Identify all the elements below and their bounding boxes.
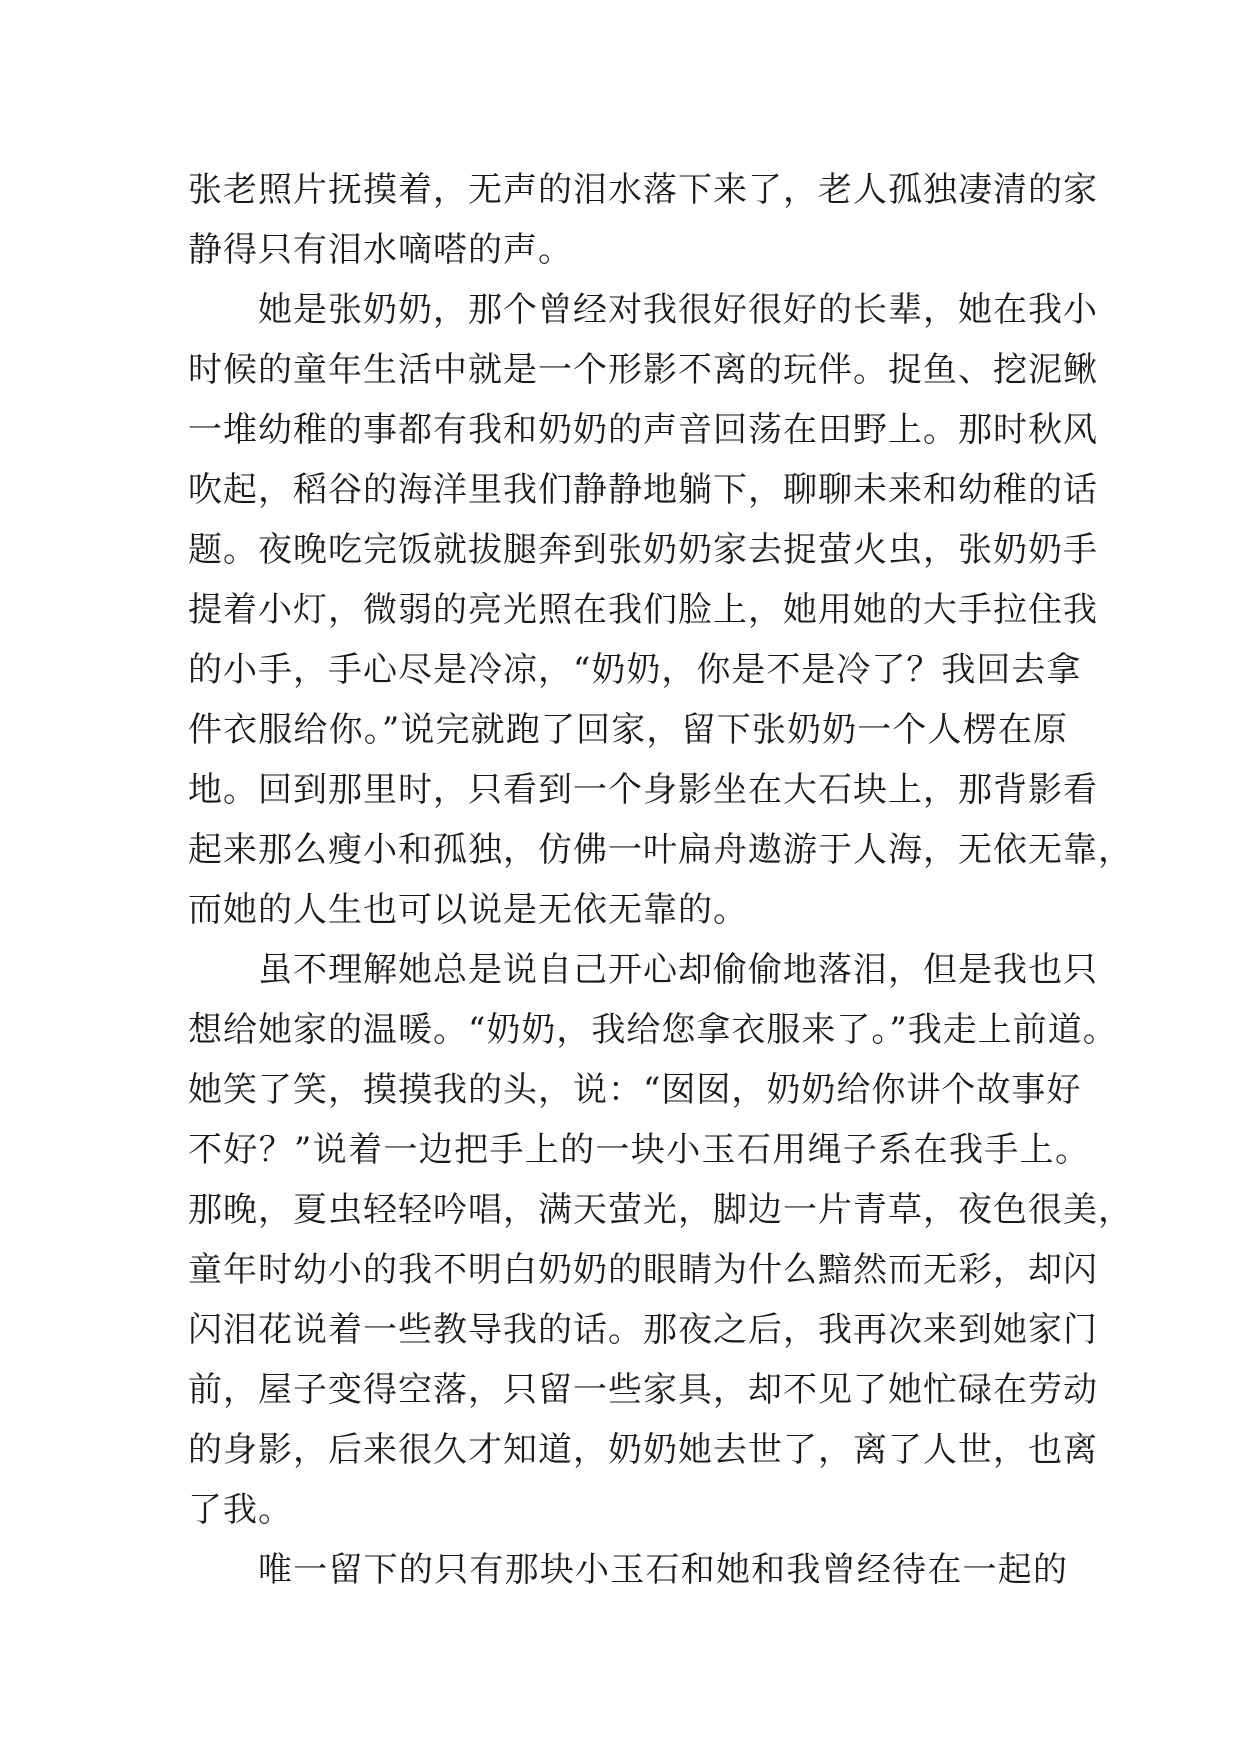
text-line: 件衣服给你。”说完就跑了回家，留下张奶奶一个人楞在原	[188, 710, 1068, 750]
text-line: 静得只有泪水嘀嗒的声。	[188, 230, 573, 270]
text-line: 她笑了笑，摸摸我的头，说：“囡囡，奶奶给你讲个故事好	[188, 1070, 1082, 1110]
text-line: 时候的童年生活中就是一个形影不离的玩伴。捉鱼、挖泥鳅	[188, 350, 1098, 390]
text-line: 题。夜晚吃完饭就拔腿奔到张奶奶家去捉萤火虫，张奶奶手	[188, 530, 1098, 570]
paragraph-start-line: 唯一留下的只有那块小玉石和她和我曾经待在一起的	[258, 1550, 1068, 1590]
text-line: 了我。	[188, 1490, 293, 1530]
text-line: 而她的人生也可以说是无依无靠的。	[188, 890, 748, 930]
text-line: 起来那么瘦小和孤独，仿佛一叶扁舟遨游于人海，无依无靠，	[188, 830, 1133, 870]
paragraph-start-line: 虽不理解她总是说自己开心却偷偷地落泪，但是我也只	[258, 950, 1098, 990]
text-line: 提着小灯，微弱的亮光照在我们脸上，她用她的大手拉住我	[188, 590, 1098, 630]
text-line: 吹起，稻谷的海洋里我们静静地躺下，聊聊未来和幼稚的话	[188, 470, 1098, 510]
text-line: 童年时幼小的我不明白奶奶的眼睛为什么黯然而无彩，却闪	[188, 1250, 1098, 1290]
paragraph-start-line: 她是张奶奶，那个曾经对我很好很好的长辈，她在我小	[258, 290, 1098, 330]
text-line: 地。回到那里时，只看到一个身影坐在大石块上，那背影看	[188, 770, 1098, 810]
text-line: 的身影，后来很久才知道，奶奶她去世了，离了人世，也离	[188, 1430, 1098, 1470]
text-line: 那晚，夏虫轻轻吟唱，满天萤光，脚边一片青草，夜色很美，	[188, 1190, 1133, 1230]
text-line: 一堆幼稚的事都有我和奶奶的声音回荡在田野上。那时秋风	[188, 410, 1098, 450]
text-line: 的小手，手心尽是冷凉，“奶奶，你是不是冷了？我回去拿	[188, 650, 1082, 690]
text-line: 闪泪花说着一些教导我的话。那夜之后，我再次来到她家门	[188, 1310, 1098, 1350]
text-line: 想给她家的温暖。“奶奶，我给您拿衣服来了。”我走上前道。	[188, 1010, 1118, 1050]
text-line: 不好？”说着一边把手上的一块小玉石用绳子系在我手上。	[188, 1130, 1090, 1170]
body-text	[188, 160, 1133, 1600]
text-line: 前，屋子变得空落，只留一些家具，却不见了她忙碌在劳动	[188, 1370, 1098, 1410]
text-line: 张老照片抚摸着，无声的泪水落下来了，老人孤独凄清的家	[188, 170, 1098, 210]
